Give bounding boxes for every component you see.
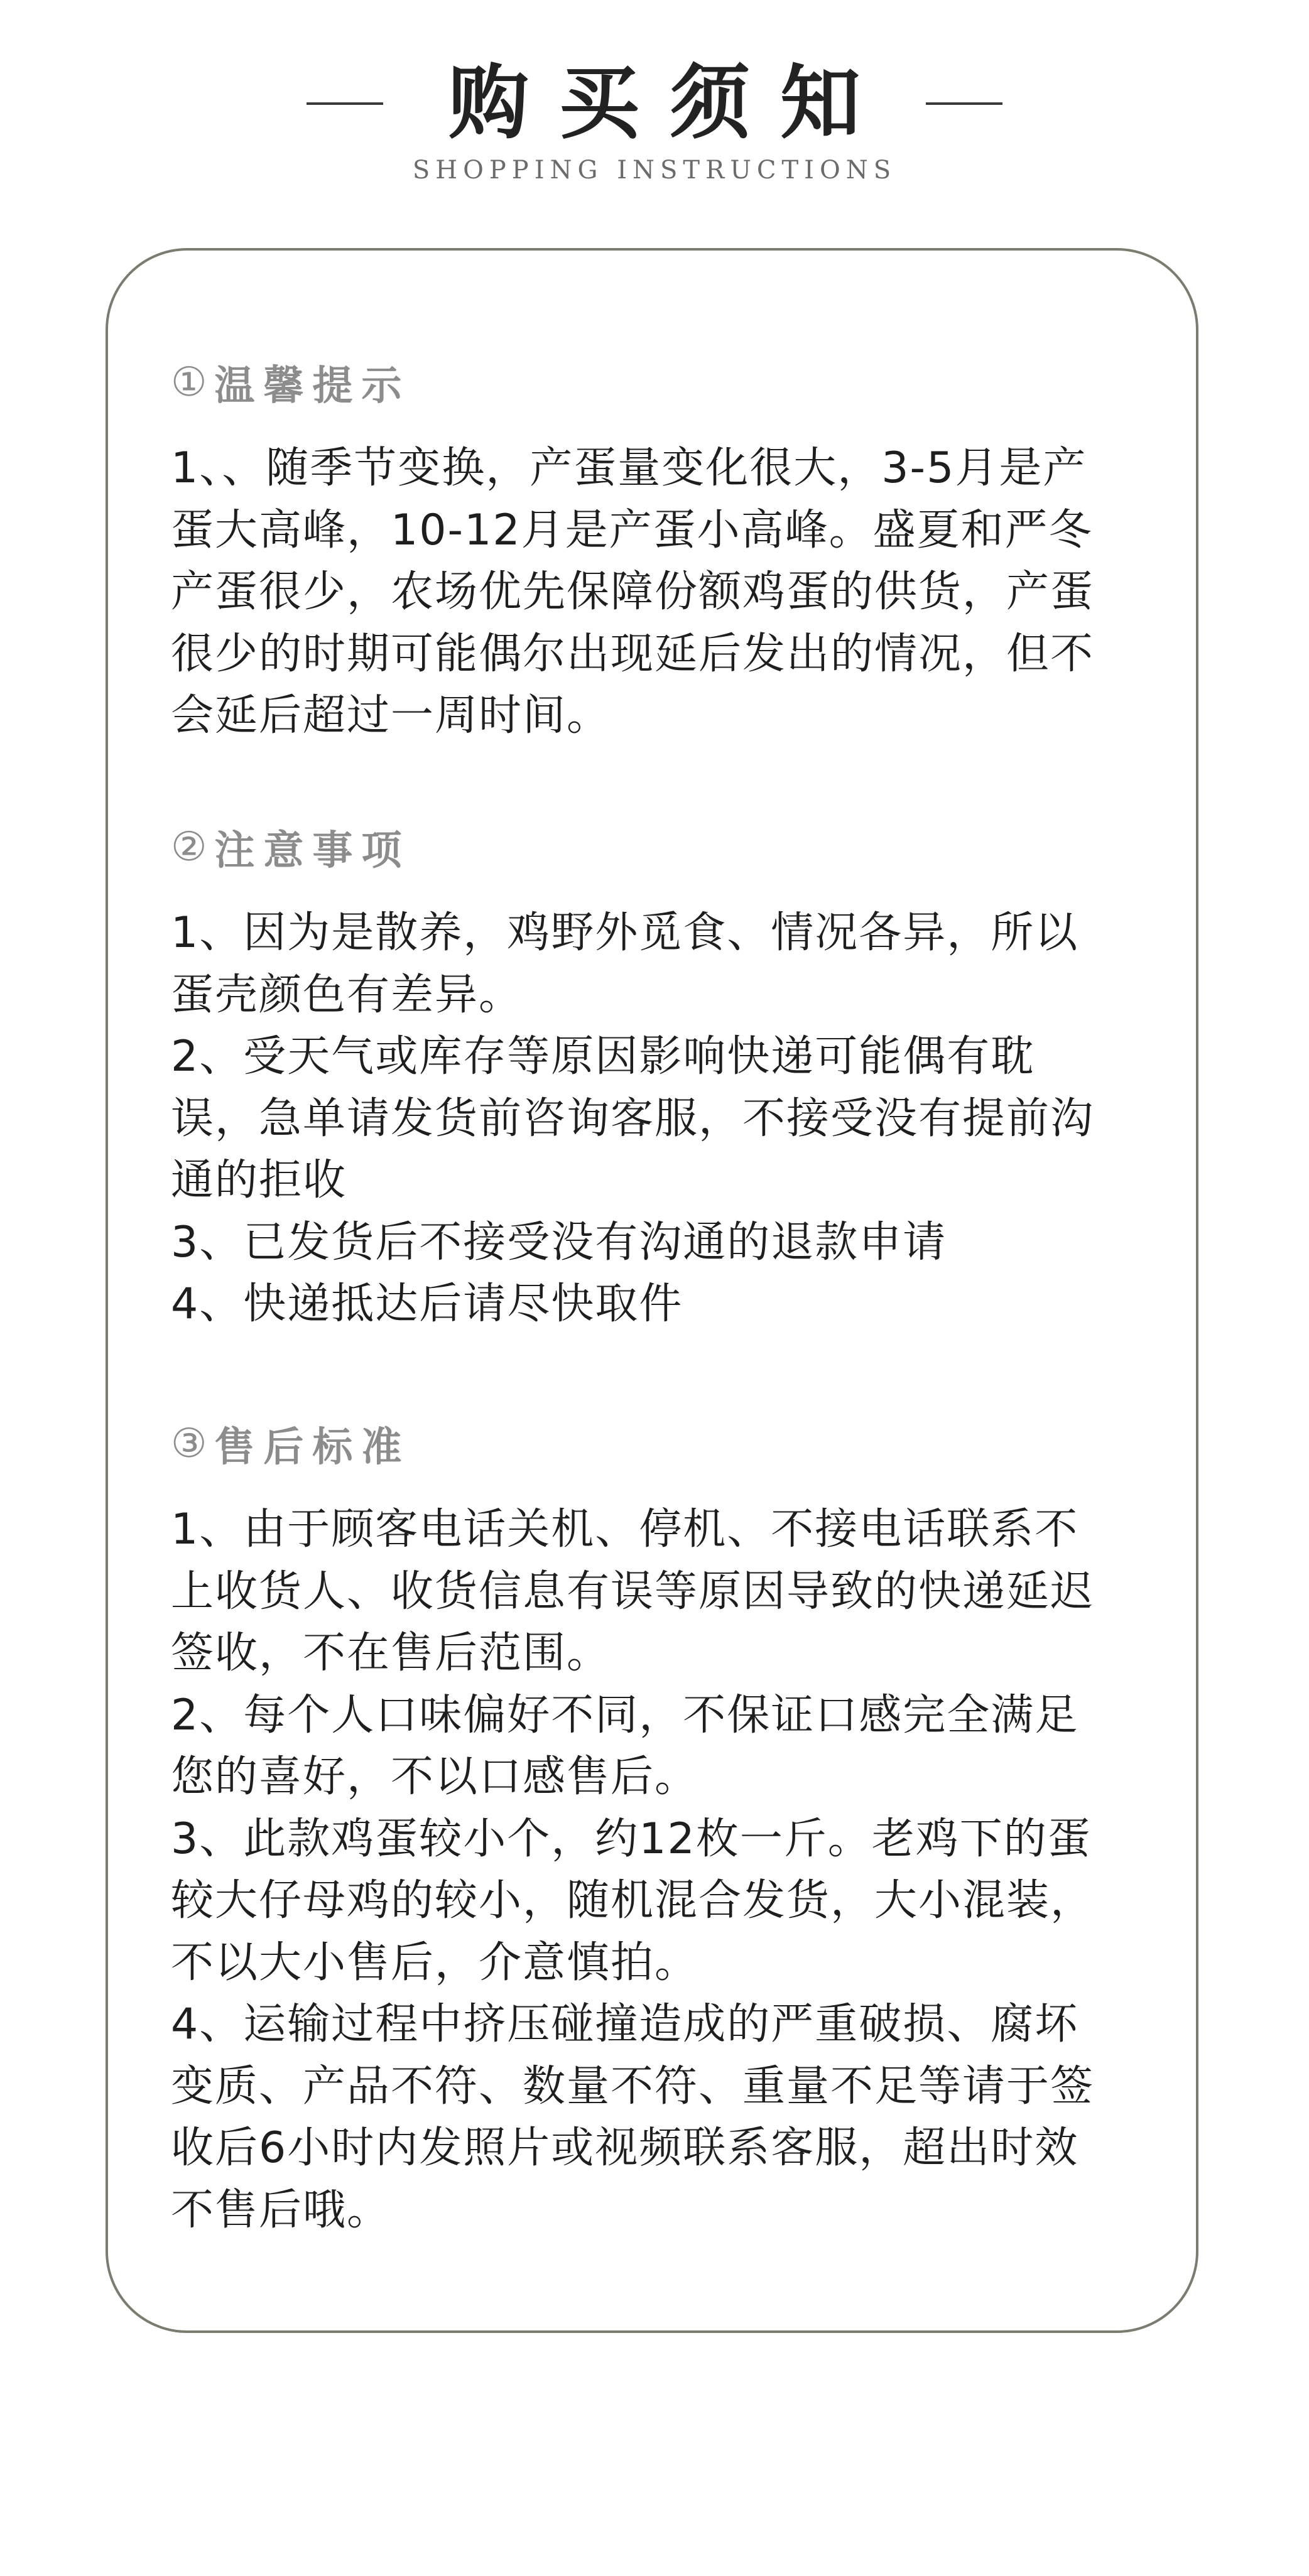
section-title: 售后标准 xyxy=(214,1424,411,1471)
body-line: 较大仔母鸡的较小，随机混合发货，大小混装， xyxy=(171,1876,1095,1925)
section-after-sales xyxy=(171,1412,1151,2241)
body-line: 蛋大高峰，10-12月是产蛋小高峰。盛夏和严冬 xyxy=(171,505,1093,555)
section-title: 注意事项 xyxy=(214,828,411,874)
section-number-icon: ① xyxy=(171,359,207,406)
body-line: 上收货人、收货信息有误等原因导致的快递延迟 xyxy=(171,1566,1095,1616)
section-body xyxy=(171,1499,1151,2241)
body-line: 通的拒收 xyxy=(171,1155,347,1205)
body-line: 产蛋很少，农场优先保障份额鸡蛋的供货，产蛋 xyxy=(171,567,1095,617)
title-right-divider xyxy=(926,102,1002,105)
body-line: 3、已发货后不接受没有沟通的退款申请 xyxy=(171,1217,947,1267)
title-left-divider xyxy=(307,102,383,105)
section-body xyxy=(171,902,1151,1336)
section-title: 温馨提示 xyxy=(214,363,411,409)
body-line: 很少的时期可能偶尔出现延后发出的情况，但不 xyxy=(171,629,1095,679)
section-body xyxy=(171,438,1151,747)
body-line: 不售后哦。 xyxy=(171,2185,391,2235)
section-warm-tips xyxy=(171,351,1151,747)
section-heading xyxy=(171,816,1151,879)
instructions-card xyxy=(106,248,1198,2333)
section-number-icon: ② xyxy=(171,824,207,870)
body-line: 签收，不在售后范围。 xyxy=(171,1628,611,1678)
body-line: 4、运输过程中挤压碰撞造成的严重破损、腐坏 xyxy=(171,2000,1079,2049)
body-line: 误，急单请发货前咨询客服，不接受没有提前沟 xyxy=(171,1093,1095,1144)
body-line: 会延后超过一周时间。 xyxy=(171,691,611,740)
section-number-icon: ③ xyxy=(171,1421,207,1467)
body-line: 收后6小时内发照片或视频联系客服，超出时效 xyxy=(171,2123,1079,2173)
body-line: 1、因为是散养，鸡野外觅食、情况各异，所以 xyxy=(171,908,1079,958)
body-line: 变质、产品不符、数量不符、重量不足等请于签 xyxy=(171,2061,1095,2111)
body-line: 4、快递抵达后请尽快取件 xyxy=(171,1279,683,1329)
title-row xyxy=(0,50,1309,157)
body-line: 不以大小售后，介意慎拍。 xyxy=(171,1937,699,1988)
body-line: 蛋壳颜色有差异。 xyxy=(171,970,523,1020)
page-title: 购买须知 xyxy=(448,57,891,150)
body-line: 3、此款鸡蛋较小个，约12枚一斤。老鸡下的蛋 xyxy=(171,1814,1092,1864)
body-line: 2、受天气或库存等原因影响快递可能偶有耽 xyxy=(171,1032,1035,1081)
body-line: 2、每个人口味偏好不同，不保证口感完全满足 xyxy=(171,1690,1079,1740)
section-heading xyxy=(171,1412,1151,1475)
page-header xyxy=(0,25,1309,185)
body-line: 您的喜好，不以口感售后。 xyxy=(171,1752,699,1802)
section-notes xyxy=(171,816,1151,1336)
section-heading xyxy=(171,351,1151,414)
body-line: 1、、随季节变换，产蛋量变化很大，3-5月是产 xyxy=(171,443,1087,493)
body-line: 1、由于顾客电话关机、停机、不接电话联系不 xyxy=(171,1505,1079,1554)
page-subtitle: SHOPPING INSTRUCTIONS xyxy=(412,156,897,185)
